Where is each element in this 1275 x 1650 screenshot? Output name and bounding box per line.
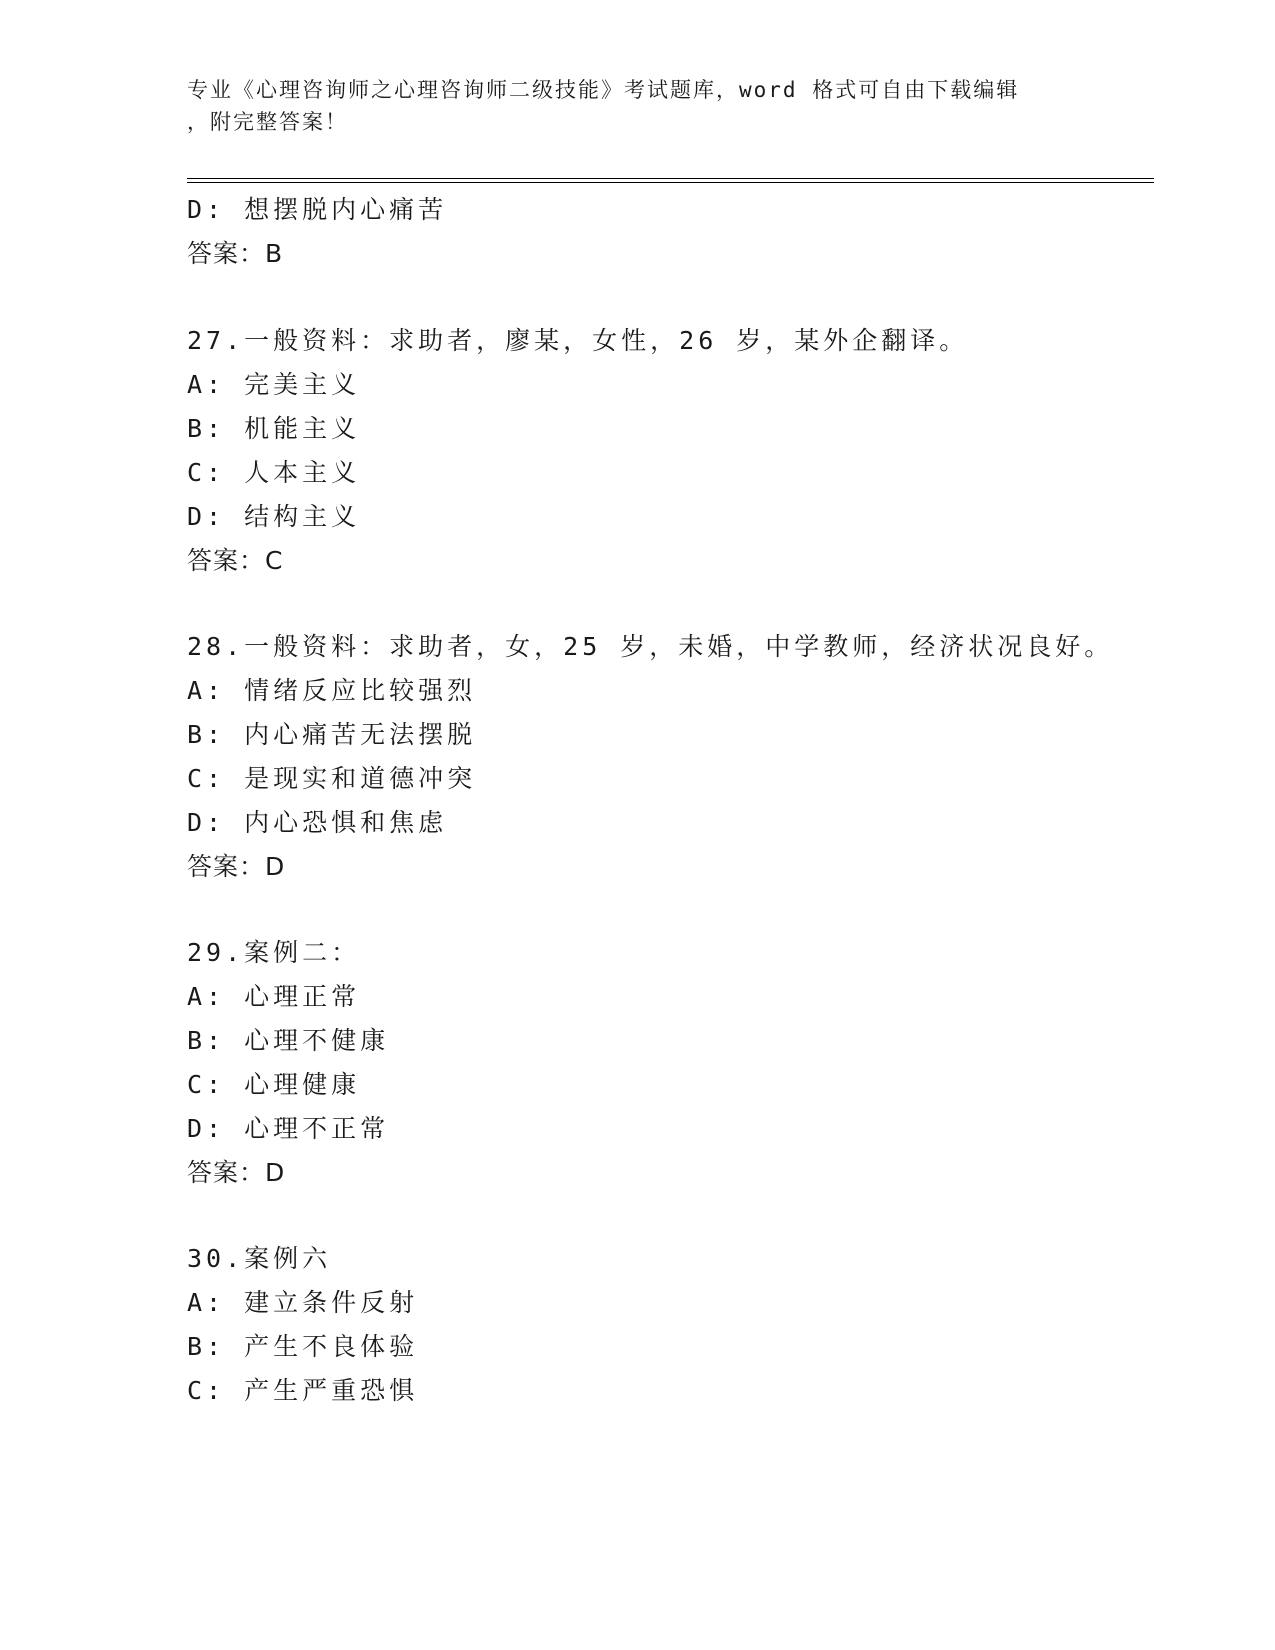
question-27-option-b: B: 机能主义: [187, 414, 361, 443]
question-28-option-c: C: 是现实和道德冲突: [187, 764, 477, 793]
question-27-option-d: D: 结构主义: [187, 502, 361, 531]
header-line-2: ，附完整答案！: [187, 110, 348, 134]
page-header: [187, 74, 1067, 138]
header-divider: [187, 178, 1154, 183]
question-28-option-b: B: 内心痛苦无法摆脱: [187, 720, 477, 749]
question-28-option-a: A: 情绪反应比较强烈: [187, 676, 477, 705]
header-line-1: 专业《心理咨询师之心理咨询师二级技能》考试题库，word 格式可自由下载编辑: [187, 78, 1020, 102]
question-27-answer: 答案：C: [187, 546, 284, 575]
question-29-option-a: A: 心理正常: [187, 982, 361, 1011]
question-30-option-c: C: 产生严重恐惧: [187, 1376, 419, 1405]
question-29-answer: 答案：D: [187, 1158, 286, 1187]
question-29-option-d: D: 心理不正常: [187, 1114, 390, 1143]
prev-answer: 答案：B: [187, 239, 284, 268]
prev-option-d: D: 想摆脱内心痛苦: [187, 195, 448, 224]
question-28-answer: 答案：D: [187, 852, 286, 881]
question-27-option-c: C: 人本主义: [187, 458, 361, 487]
question-28-option-d: D: 内心恐惧和焦虑: [187, 808, 448, 837]
question-27-stem: 27.一般资料：求助者，廖某，女性，26 岁，某外企翻译。: [187, 326, 969, 355]
question-29-stem: 29.案例二：: [187, 938, 361, 967]
question-30-stem: 30.案例六: [187, 1244, 332, 1273]
question-28-stem: 28.一般资料：求助者，女，25 岁，未婚，中学教师，经济状况良好。: [187, 632, 1114, 661]
question-27-option-a: A: 完美主义: [187, 370, 361, 399]
question-30-option-a: A: 建立条件反射: [187, 1288, 419, 1317]
question-29-option-c: C: 心理健康: [187, 1070, 361, 1099]
question-29-option-b: B: 心理不健康: [187, 1026, 390, 1055]
question-30-option-b: B: 产生不良体验: [187, 1332, 419, 1361]
